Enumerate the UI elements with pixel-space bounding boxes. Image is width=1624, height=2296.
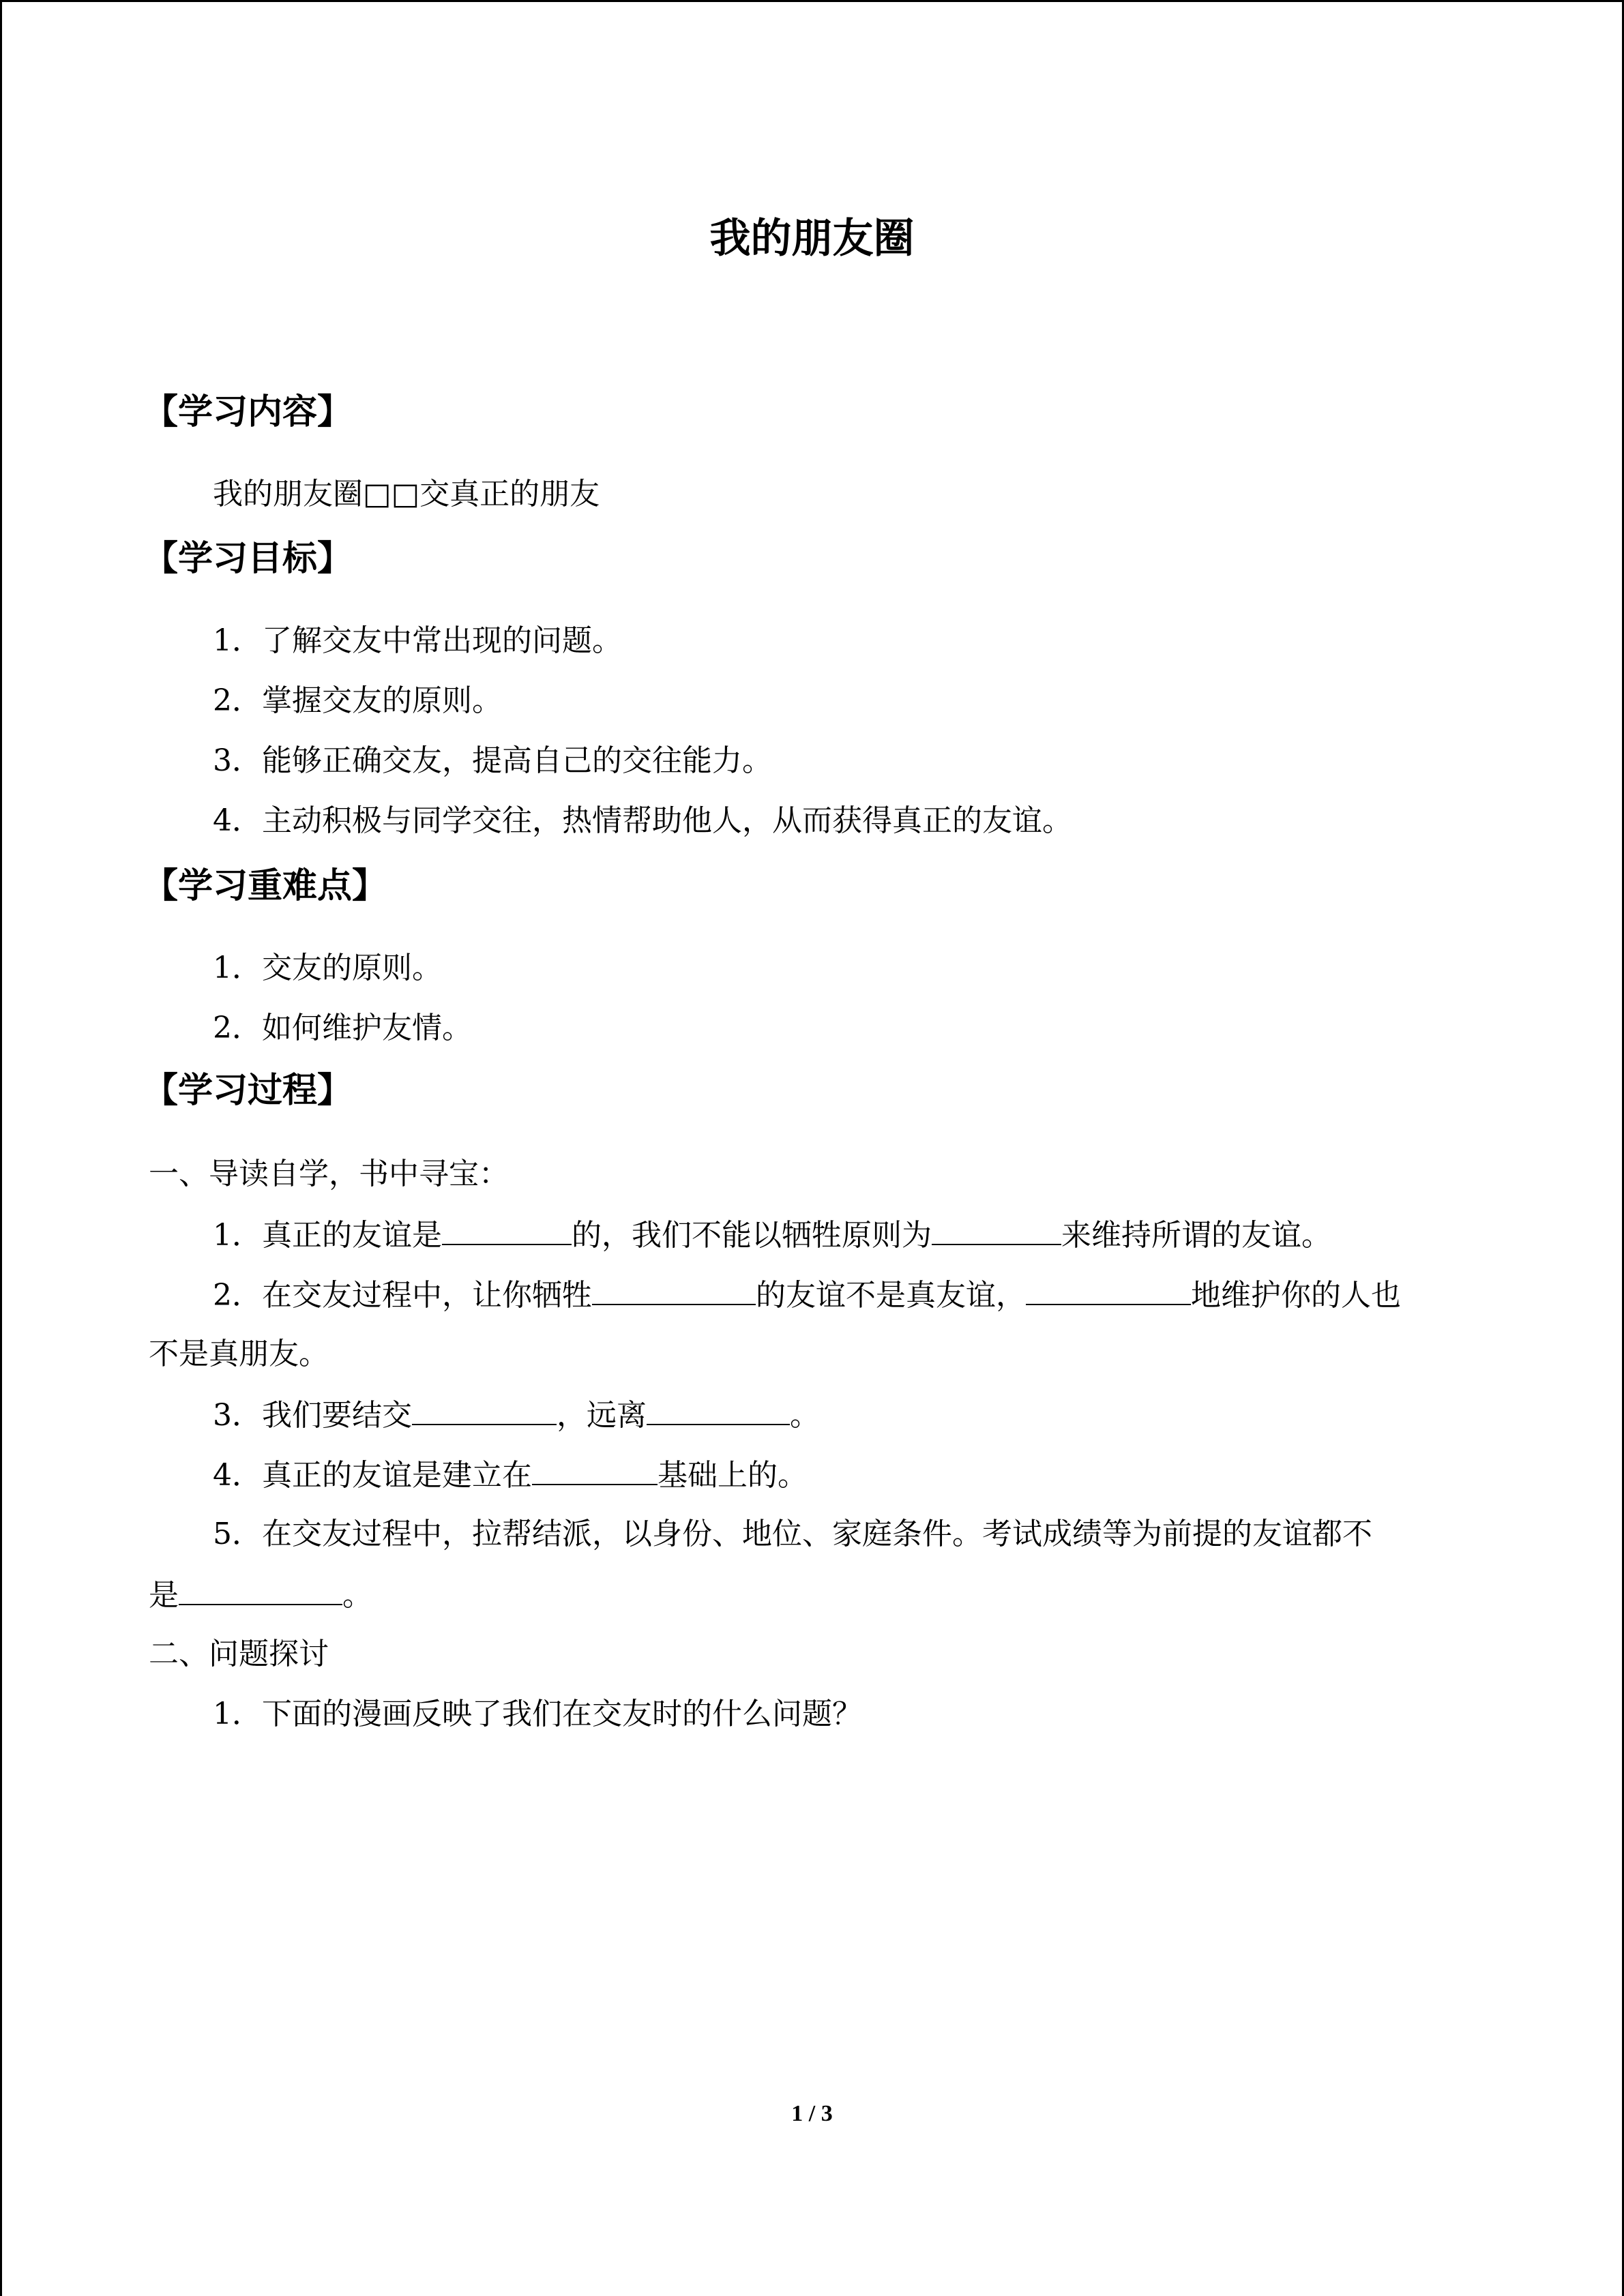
answer-blank[interactable] [647, 1394, 790, 1425]
question-4: 4．真正的友谊是建立在 基础上的。 [213, 1454, 808, 1496]
goal-item-4: 4．主动积极与同学交往，热情帮助他人，从而获得真正的友谊。 [213, 803, 1072, 838]
question-1: 1．真正的友谊是 的，我们不能以牺牲原则为 来维持所谓的友谊。 [213, 1214, 1331, 1256]
answer-blank[interactable] [592, 1274, 756, 1305]
question-3: 3．我们要结交 ，远离 。 [213, 1394, 820, 1436]
page-number: 1 / 3 [791, 2101, 833, 2126]
part2-title: 二、问题探讨 [149, 1637, 329, 1671]
heading-key-points: 【学习重难点】 [143, 866, 387, 906]
question-5: 5．在交友过程中，拉帮结派，以身份、地位、家庭条件。考试成绩等为前提的友谊都不 [213, 1517, 1372, 1551]
content-text: 我的朋友圈□□交真正的朋友 [213, 477, 600, 511]
answer-blank[interactable] [442, 1214, 572, 1245]
goal-item-2: 2．掌握交友的原则。 [213, 683, 502, 718]
heading-goals: 【学习目标】 [143, 539, 353, 579]
answer-blank[interactable] [532, 1454, 658, 1485]
answer-blank[interactable] [932, 1214, 1061, 1245]
answer-blank[interactable] [412, 1394, 557, 1425]
answer-blank[interactable] [1026, 1274, 1191, 1305]
key-point-item-1: 1．交友的原则。 [213, 951, 442, 985]
part1-title: 一、导读自学，书中寻宝： [149, 1157, 509, 1191]
key-point-item-2: 2．如何维护友情。 [213, 1011, 472, 1045]
goal-item-3: 3．能够正确交友，提高自己的交往能力。 [213, 743, 772, 778]
answer-blank[interactable] [179, 1574, 342, 1605]
heading-process: 【学习过程】 [143, 1071, 353, 1111]
part2-question-1: 1．下面的漫画反映了我们在交友时的什么问题？ [213, 1697, 862, 1731]
question-2: 2．在交友过程中，让你牺牲 的友谊不是真友谊， 地维护你的人也 [213, 1274, 1401, 1316]
heading-content: 【学习内容】 [143, 392, 353, 432]
question-2-continued: 不是真朋友。 [149, 1337, 329, 1371]
question-5-continued: 是 。 [149, 1574, 372, 1616]
page-title: 我的朋友圈 [709, 215, 915, 263]
goal-item-1: 1．了解交友中常出现的问题。 [213, 623, 622, 658]
